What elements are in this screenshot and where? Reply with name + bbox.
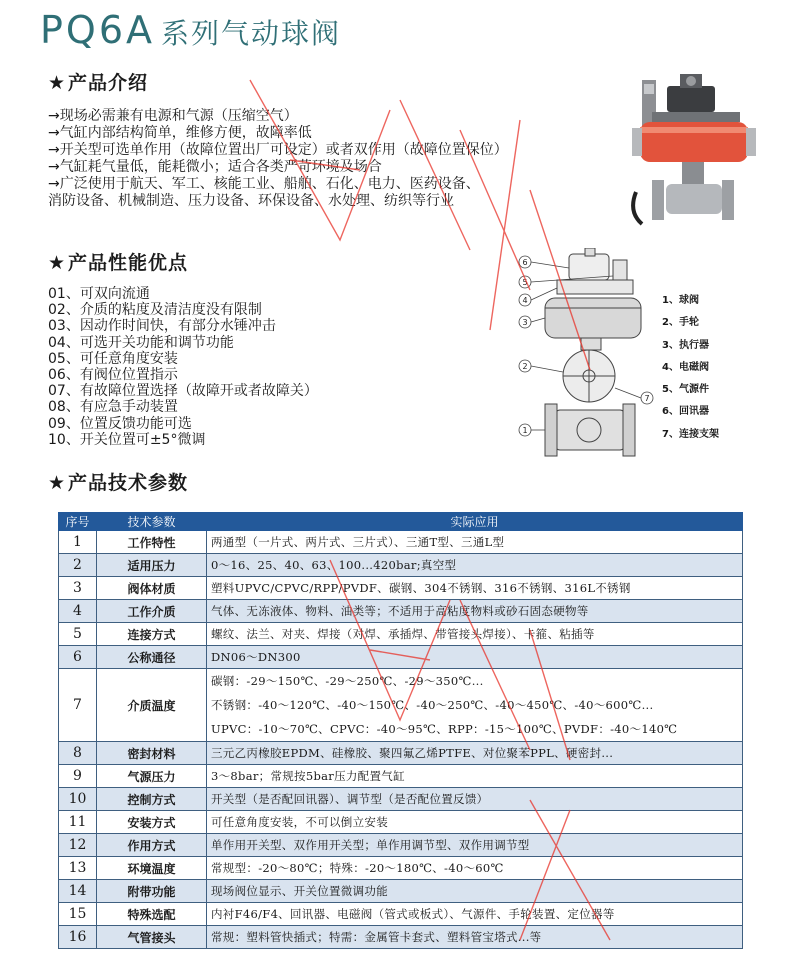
row-number: 14	[59, 880, 97, 903]
diagram-number: 3	[522, 318, 528, 327]
row-value	[207, 577, 743, 600]
row-parameter: 气源压力	[97, 765, 207, 788]
row-number: 13	[59, 857, 97, 880]
diagram-number: 6	[522, 258, 528, 267]
valve-diagram	[505, 248, 665, 468]
table-row	[59, 600, 743, 623]
row-parameter: 特殊选配	[97, 903, 207, 926]
row-number: 10	[59, 788, 97, 811]
performance-list	[48, 286, 448, 448]
table-row	[59, 554, 743, 577]
row-value	[207, 788, 743, 811]
table-row	[59, 577, 743, 600]
row-value	[207, 880, 743, 903]
row-parameter: 连接方式	[97, 623, 207, 646]
valve-photo	[622, 72, 782, 232]
intro-heading: ★ 产品介绍	[48, 72, 149, 94]
table-row	[59, 623, 743, 646]
table-row	[59, 788, 743, 811]
row-value	[207, 742, 743, 765]
intro-item: →气缸耗气量低，能耗微小；适合各类严苛环境及场合	[48, 159, 382, 175]
performance-item: 05、可任意角度安装	[48, 350, 178, 367]
diagram-number: 2	[522, 362, 528, 371]
star-icon: ★	[48, 252, 67, 274]
row-value-line: 单作用开关型、双作用开关型；单作用调节型、双作用调节型	[211, 838, 530, 852]
diagram-number: 5	[522, 278, 528, 287]
legend-item: 4、电磁阀	[662, 361, 709, 373]
performance-item: 07、有故障位置选择（故障开或者故障关）	[48, 383, 318, 400]
table-row	[59, 669, 743, 742]
legend-item: 1、球阀	[662, 295, 699, 306]
table-row	[59, 903, 743, 926]
row-parameter: 工作介质	[97, 600, 207, 623]
table-row	[59, 926, 743, 949]
performance-item: 09、位置反馈功能可选	[48, 415, 192, 432]
row-value	[207, 857, 743, 880]
series-name: 系列气动球阀	[161, 17, 342, 50]
row-parameter: 阀体材质	[97, 577, 207, 600]
diagram-number: 1	[522, 426, 528, 435]
row-value-line: 气体、无冻液体、物料、油类等；不适用于高粘度物料或砂石固态硬物等	[211, 604, 589, 618]
table-row	[59, 857, 743, 880]
legend-item: 5、气源件	[662, 384, 709, 396]
performance-item: 01、可双向流通	[48, 286, 150, 302]
performance-item: 10、开关位置可±5°微调	[48, 431, 206, 448]
legend-item: 7、连接支架	[662, 428, 719, 440]
intro-item: →气缸内部结构简单，维修方便，故障率低	[48, 125, 312, 141]
row-value-line: DN06～DN300	[211, 650, 301, 664]
legend-item: 6、回讯器	[662, 406, 709, 418]
row-parameter: 介质温度	[97, 669, 207, 742]
row-value	[207, 531, 743, 554]
row-value-line: 不锈钢：-40～120℃、-40～150℃、-40～250℃、-40～450℃、-40～600℃...	[211, 698, 654, 712]
row-number: 2	[59, 554, 97, 577]
row-value	[207, 926, 743, 949]
row-number: 4	[59, 600, 97, 623]
row-parameter: 适用压力	[97, 554, 207, 577]
intro-item: 消防设备、机械制造、压力设备、环保设备、水处理、纺织等行业	[48, 193, 454, 209]
row-number: 15	[59, 903, 97, 926]
row-parameter: 控制方式	[97, 788, 207, 811]
legend-item: 2、手轮	[662, 317, 699, 329]
row-number: 7	[59, 669, 97, 742]
row-value-line: 塑料UPVC/CPVC/RPP/PVDF、碳钢、304不锈钢、316不锈钢、316L不锈钢	[211, 581, 631, 595]
model-code: PQ6A	[40, 8, 155, 52]
row-number: 1	[59, 531, 97, 554]
page-title	[40, 8, 342, 52]
row-parameter: 作用方式	[97, 834, 207, 857]
row-parameter: 密封材料	[97, 742, 207, 765]
table-row	[59, 880, 743, 903]
row-value	[207, 623, 743, 646]
row-parameter: 环境温度	[97, 857, 207, 880]
row-value	[207, 834, 743, 857]
row-number: 8	[59, 742, 97, 765]
row-number: 3	[59, 577, 97, 600]
performance-item: 06、有阀位位置指示	[48, 367, 178, 384]
table-row	[59, 531, 743, 554]
legend-item: 3、执行器	[662, 339, 709, 351]
row-number: 9	[59, 765, 97, 788]
row-value-line: 碳钢：-29～150℃、-29～250℃、-29～350℃...	[211, 674, 484, 688]
performance-item: 02、介质的粘度及清洁度没有限制	[48, 302, 262, 319]
diagram-number: 7	[644, 394, 650, 403]
row-value-line: 现场阀位显示、开关位置微调功能	[211, 884, 388, 898]
spec-table	[58, 512, 743, 949]
star-icon: ★	[48, 72, 67, 94]
diagram-number: 4	[522, 296, 528, 305]
row-value-line: 两通型（一片式、两片式、三片式）、三通T型、三通L型	[211, 535, 505, 549]
row-value-line: 螺纹、法兰、对夹、焊接（对焊、承插焊、带管接头焊接）、卡箍、粘插等	[211, 627, 595, 641]
table-header-row	[59, 513, 743, 531]
row-value-line: 常规型：-20～80℃；特殊：-20～180℃、-40～60℃	[211, 861, 504, 875]
intro-list	[48, 108, 628, 210]
row-value-line: UPVC：-10～70℃、CPVC：-40～95℃、RPP：-15～100℃、PVDF：-40～140℃	[211, 722, 678, 736]
performance-item: 04、可选开关功能和调节功能	[48, 334, 234, 351]
row-parameter: 工作特性	[97, 531, 207, 554]
row-value-line: 可任意角度安装，不可以倒立安装	[211, 815, 388, 829]
intro-item: →现场必需兼有电源和气源（压缩空气）	[48, 108, 298, 124]
row-value	[207, 765, 743, 788]
intro-item: →广泛使用于航天、军工、核能工业、船舶、石化、电力、医药设备、	[48, 176, 480, 192]
table-row	[59, 646, 743, 669]
performance-heading: ★ 产品性能优点	[48, 252, 189, 274]
diagram-legend	[662, 290, 719, 446]
performance-item: 08、有应急手动装置	[48, 399, 178, 416]
spec-heading: ★ 产品技术参数	[48, 472, 189, 494]
row-value	[207, 903, 743, 926]
table-row	[59, 834, 743, 857]
row-value-line: 开关型（是否配回讯器）、调节型（是否配位置反馈）	[211, 792, 489, 806]
row-value	[207, 669, 743, 742]
row-value	[207, 646, 743, 669]
intro-item: →开关型可选单作用（故障位置出厂可设定）或者双作用（故障位置保位）	[48, 142, 508, 158]
row-parameter: 附带功能	[97, 880, 207, 903]
table-row	[59, 765, 743, 788]
row-number: 5	[59, 623, 97, 646]
row-value-line: 内衬F46/F4、回讯器、电磁阀（管式或板式）、气源件、手轮装置、定位器等	[211, 907, 615, 921]
header-no: 序号	[59, 513, 97, 531]
row-number: 16	[59, 926, 97, 949]
row-parameter: 公称通径	[97, 646, 207, 669]
header-param: 技术参数	[97, 513, 207, 531]
row-number: 6	[59, 646, 97, 669]
row-value-line: 3～8bar；常规按5bar压力配置气缸	[211, 769, 405, 783]
row-value	[207, 554, 743, 577]
row-value-line: 三元乙丙橡胶EPDM、硅橡胶、聚四氟乙烯PTFE、对位聚苯PPL、硬密封...	[211, 746, 614, 760]
row-number: 12	[59, 834, 97, 857]
row-value-line: 0～16、25、40、63、100...420bar;真空型	[211, 558, 457, 572]
header-value: 实际应用	[207, 513, 743, 531]
performance-item: 03、因动作时间快，有部分水锤冲击	[48, 318, 276, 335]
row-parameter: 安装方式	[97, 811, 207, 834]
table-row	[59, 742, 743, 765]
row-parameter: 气管接头	[97, 926, 207, 949]
row-value	[207, 600, 743, 623]
table-row	[59, 811, 743, 834]
star-icon: ★	[48, 472, 67, 494]
row-value-line: 常规：塑料管快插式；特需：金属管卡套式、塑料管宝塔式...等	[211, 930, 542, 944]
row-value	[207, 811, 743, 834]
row-number: 11	[59, 811, 97, 834]
